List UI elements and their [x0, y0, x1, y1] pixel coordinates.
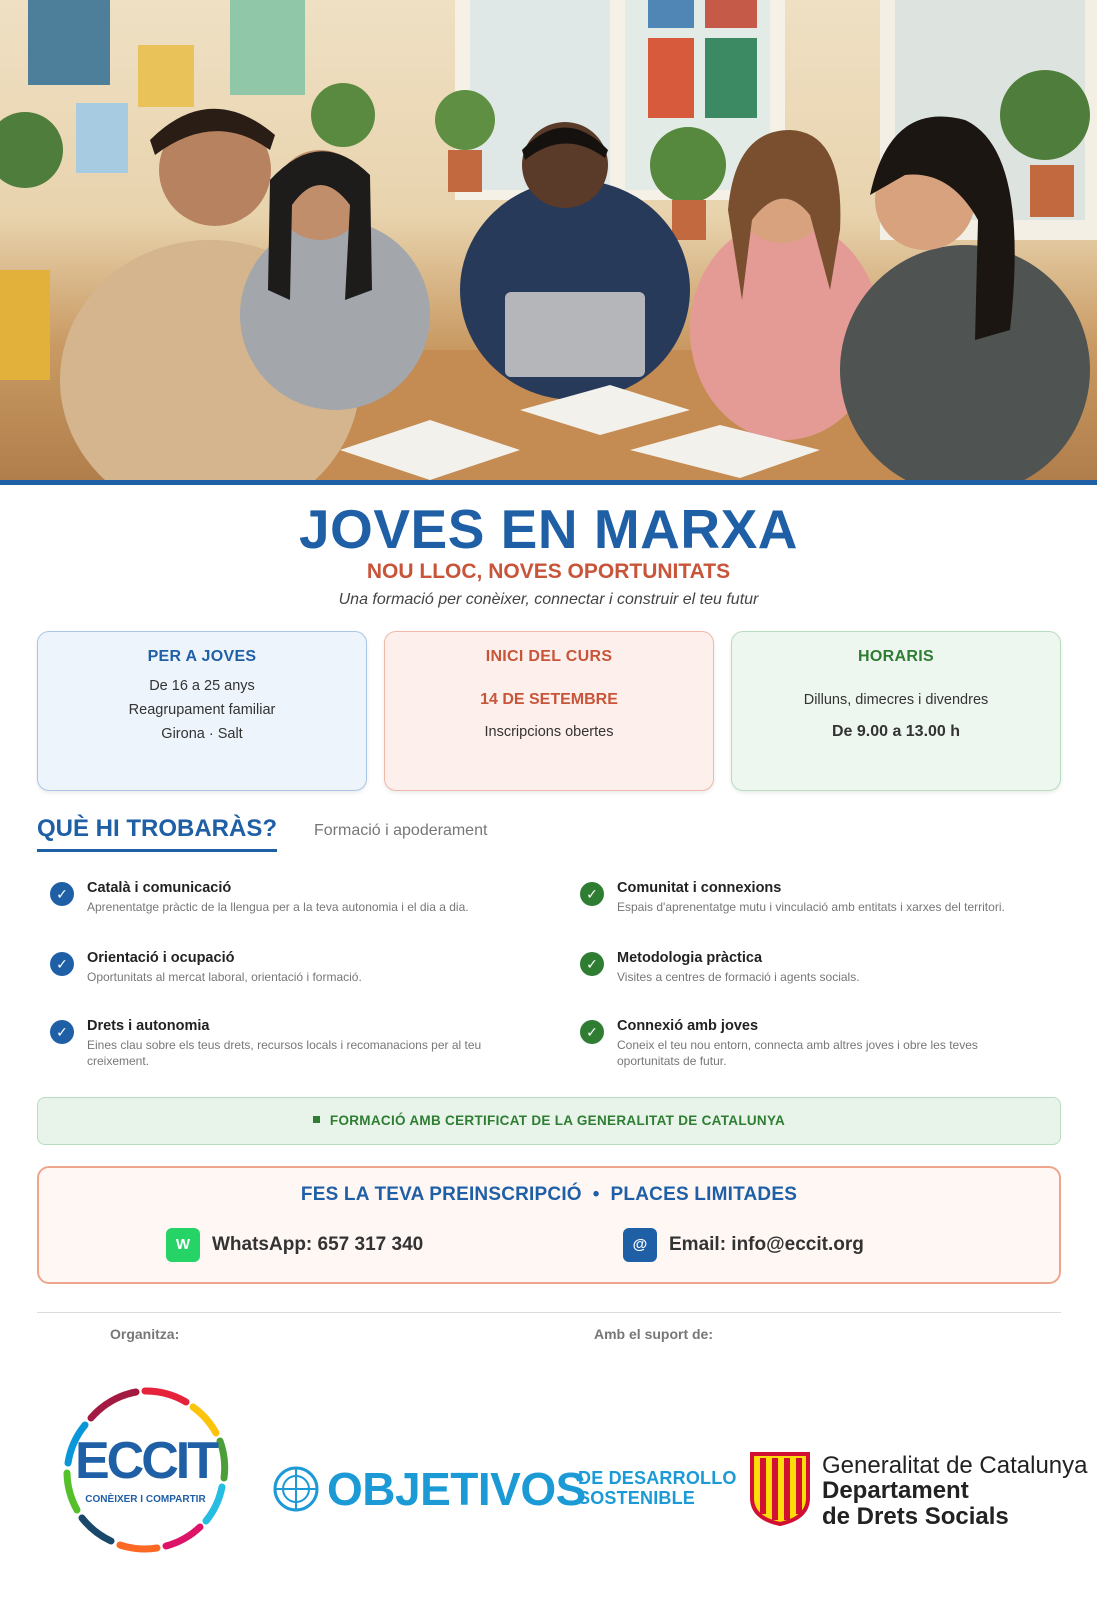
feature-item [580, 950, 1030, 986]
feature-item [50, 950, 500, 986]
schedule-hours: De 9.00 a 13.00 h [831, 723, 961, 740]
square-bullet-icon [313, 1116, 320, 1123]
certificate-banner [37, 1097, 1061, 1145]
feature-desc: Eines clau sobre els teus drets, recursos locals i recomanacions per al teu creixement. [87, 1038, 482, 1068]
hero-photo [0, 0, 1097, 480]
check-icon: ✓ [580, 882, 604, 906]
feature-title: Drets i autonomia [87, 1018, 210, 1034]
feature-desc: Visites a centres de formació i agents socials. [617, 970, 860, 984]
schedule-card [731, 631, 1061, 791]
feature-desc: Espais d'aprenentatge mutu i vinculació amb entitats i xarxes del territori. [617, 900, 1005, 914]
ods-wordmark: OBJETIVOS [327, 1463, 586, 1515]
main-title: JOVES EN MARXA [298, 498, 799, 560]
ods-line-1: DE DESARROLLO [578, 1468, 737, 1488]
whatsapp-number[interactable]: WhatsApp: 657 317 340 [212, 1234, 424, 1255]
registration-note: Inscripcions obertes [484, 724, 614, 740]
audience-card-title: PER A JOVES [147, 648, 257, 665]
feature-item [580, 880, 1030, 916]
organizer-label: Organitza: [110, 1326, 180, 1342]
generalitat-department [822, 1478, 1009, 1530]
start-date: 14 DE SETEMBRE [480, 691, 618, 708]
gen-dept-line-2: de Drets Socials [822, 1503, 1009, 1530]
tagline: Una formació per conèixer, connectar i construir el teu futur [338, 591, 759, 608]
whatsapp-contact[interactable] [166, 1228, 423, 1262]
check-icon: ✓ [50, 952, 74, 976]
email-contact[interactable] [623, 1228, 864, 1262]
audience-card [37, 631, 367, 791]
section-title: QUÈ HI TROBARÀS? [37, 815, 277, 852]
eccit-wordmark: ECCIT [75, 1432, 216, 1490]
subtitle: NOU LLOC, NOVES OPORTUNITATS [366, 560, 731, 583]
check-icon: ✓ [580, 952, 604, 976]
feature-item [50, 880, 500, 916]
whatsapp-icon: W [166, 1228, 200, 1262]
feature-title: Orientació i ocupació [87, 950, 235, 966]
hero-illustration [0, 0, 1097, 480]
hero-bottom-stripe [0, 480, 1097, 485]
audience-location: Girona · Salt [161, 726, 243, 742]
generalitat-emblem-icon [748, 1450, 812, 1526]
schedule-days: Dilluns, dimecres i divendres [803, 692, 989, 708]
start-card-title: INICI DEL CURS [485, 648, 613, 665]
feature-title: Metodologia pràctica [617, 950, 763, 966]
gen-dept-line-1: Departament [822, 1477, 969, 1504]
un-emblem-icon [273, 1466, 319, 1512]
feature-item [580, 1018, 1030, 1069]
ods-subtitle [578, 1468, 737, 1508]
support-label: Amb el suport de: [594, 1326, 714, 1342]
audience-group: Reagrupament familiar [128, 702, 276, 718]
email-address[interactable]: Email: info@eccit.org [669, 1234, 864, 1255]
check-icon: ✓ [580, 1020, 604, 1044]
email-icon: @ [623, 1228, 657, 1262]
section-subtitle: Formació i apoderament [314, 822, 488, 839]
audience-age: De 16 a 25 anys [149, 678, 255, 694]
eccit-tagline: CONÈIXER I COMPARTIR [85, 1494, 206, 1505]
contact-heading: FES LA TEVA PREINSCRIPCIÓ • PLACES LIMITADES [300, 1184, 798, 1205]
footer-divider [37, 1312, 1061, 1313]
feature-title: Català i comunicació [87, 880, 232, 896]
certificate-text: FORMACIÓ AMB CERTIFICAT DE LA GENERALITAT DE CATALUNYA [329, 1113, 786, 1128]
schedule-card-title: HORARIS [858, 648, 934, 665]
feature-desc: Coneix el teu nou entorn, connecta amb altres joves i obre les teves oportunitats de futur. [617, 1038, 978, 1068]
start-card [384, 631, 714, 791]
generalitat-name: Generalitat de Catalunya [822, 1452, 1088, 1479]
check-icon: ✓ [50, 882, 74, 906]
ods-line-2: SOSTENIBLE [578, 1488, 696, 1508]
feature-desc: Aprenentatge pràctic de la llengua per a la teva autonomia i el dia a dia. [87, 900, 469, 914]
contact-box [37, 1166, 1061, 1284]
feature-desc: Oportunitats al mercat laboral, orientació i formació. [87, 970, 362, 984]
feature-item [50, 1018, 500, 1069]
feature-title: Connexió amb joves [617, 1018, 759, 1034]
feature-title: Comunitat i connexions [617, 880, 782, 896]
check-icon: ✓ [50, 1020, 74, 1044]
